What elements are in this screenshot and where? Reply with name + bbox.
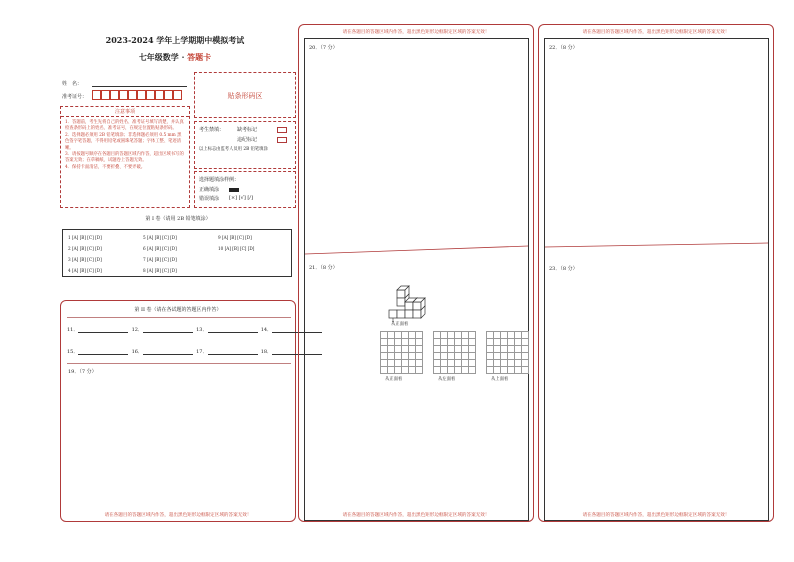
name-label: 姓 名： [62, 81, 83, 87]
ticket-label: 准考证号： [62, 94, 88, 100]
section-divider [545, 237, 768, 249]
notice-item: 1．答题前，考生先将自己的姓名、准考证号填写清楚，并认真检查条形码上的姓名、准考证号，在规定位置粘贴条形码。 [65, 120, 184, 132]
question-22-answer-area[interactable] [547, 54, 766, 244]
warning-text: 请在各题目的答题区域内作答，超出黑色矩形边框限定区域的答案无效！ [342, 30, 490, 35]
blank-row-1 [67, 326, 322, 333]
blank-15-label: 15． [67, 349, 79, 355]
blank-12-field[interactable] [143, 327, 193, 333]
blank-13-field[interactable] [208, 327, 258, 333]
warning-text: 请在各题目的答题区域内作答，超出黑色矩形边框限定区域的答案无效！ [104, 513, 252, 518]
correct-fill-label: 正确填涂 [199, 187, 220, 193]
question-22-label: 22．（8 分） [549, 45, 578, 51]
grid-top-view[interactable] [486, 331, 529, 374]
status-box [194, 121, 296, 169]
barcode-area [194, 72, 296, 118]
blank-17-field[interactable] [208, 349, 258, 355]
subtitle-answer-card: 答题卡 [187, 52, 212, 62]
divider [67, 317, 291, 318]
part2-box [60, 300, 296, 522]
blank-17-label: 17． [196, 349, 208, 355]
question-20-label: 20．（7 分） [309, 45, 338, 51]
name-field[interactable] [92, 86, 187, 87]
subtitle-subject: 七年级数学 · [138, 52, 188, 62]
question-21-label: 21．（8 分） [309, 265, 338, 271]
violation-checkbox[interactable] [277, 137, 287, 143]
blank-16-field[interactable] [143, 349, 193, 355]
question-19-answer-area[interactable] [67, 377, 291, 507]
status-note: 以上标志由监考人员用 2B 铅笔填涂 [199, 147, 268, 152]
answer-frame [304, 38, 529, 521]
notice-list [61, 117, 189, 174]
view-left-label: 从左面看 [438, 377, 456, 382]
notice-box [60, 106, 190, 208]
part1-title: 第 I 卷（请用 2B 铅笔填涂） [145, 216, 211, 222]
part2-title: 第 II 卷（请在各试题的答题区内作答） [134, 307, 222, 313]
divider [67, 363, 291, 364]
absent-checkbox[interactable] [277, 127, 287, 133]
blank-11-label: 11． [67, 327, 79, 333]
warning-text: 请在各题目的答题区域内作答，超出黑色矩形边框限定区域的答案无效！ [342, 513, 490, 518]
blank-11-field[interactable] [78, 327, 128, 333]
choice-question-6[interactable]: 6 [A] [B] [C] [D] [143, 246, 177, 251]
notice-item: 2．选择题必须用 2B 铅笔填涂；非选择题必须用 0.5 mm 黑色签字笔答题，不得用铅笔或圆珠笔答题；字体工整、笔迹清晰。 [65, 132, 182, 151]
blank-14-label: 14． [260, 327, 273, 333]
choice-question-7[interactable]: 7 [A] [B] [C] [D] [143, 257, 177, 262]
question-19-label: 19．（7 分） [68, 369, 97, 375]
choice-question-1[interactable]: 1 [A] [B] [C] [D] [68, 235, 102, 240]
blank-18-label: 18． [260, 349, 273, 355]
column2-box [298, 24, 534, 522]
notice-item: 4．保持卡面清洁，不要折叠、不要弄破。 [65, 164, 146, 170]
blank-15-field[interactable] [78, 349, 128, 355]
exam-subtitle [60, 52, 290, 63]
figure-front-label: 从正面看 [391, 322, 409, 327]
barcode-label: 贴条形码区 [227, 92, 263, 100]
cube-stack-figure [387, 284, 433, 324]
view-front-label: 从正面看 [385, 377, 403, 382]
choice-question-4[interactable]: 4 [A] [B] [C] [D] [68, 268, 102, 273]
absent-label: 缺考标记 [237, 127, 258, 133]
choice-question-5[interactable]: 5 [A] [B] [C] [D] [143, 235, 177, 240]
question-20-answer-area[interactable] [307, 54, 526, 244]
choice-question-8[interactable]: 8 [A] [B] [C] [D] [143, 268, 177, 273]
choice-question-3[interactable]: 3 [A] [B] [C] [D] [68, 257, 102, 262]
section-divider [305, 244, 528, 256]
notice-title: 注意事项 [61, 107, 189, 117]
blank-12-label: 12． [131, 327, 143, 333]
exam-title: 2023-2024 学年上学期期中模拟考试 [105, 35, 245, 45]
grid-front-view[interactable] [380, 331, 423, 374]
notice-item: 3．请按题号顺序在各题目的答题区域内作答，超出区域书写的答案无效；在草稿纸、试题卷上答题无效。 [65, 152, 184, 164]
blank-13-label: 13． [196, 327, 208, 333]
part1-choice-box [62, 229, 292, 277]
warning-text: 请在各题目的答题区域内作答，超出黑色矩形边框限定区域的答案无效！ [582, 30, 730, 35]
question-23-answer-area[interactable] [547, 275, 766, 515]
view-top-label: 从上面看 [491, 377, 509, 382]
column3-box [538, 24, 774, 522]
wrong-fill-label: 错误填涂 [199, 196, 220, 202]
grid-left-view[interactable] [433, 331, 476, 374]
choice-question-10[interactable]: 10 [A] [B] [C] [D] [218, 246, 255, 251]
wrong-fill-marks: [×] [√] [/] [229, 195, 253, 201]
choice-question-2[interactable]: 2 [A] [B] [C] [D] [68, 246, 102, 251]
ticket-number-cells[interactable] [92, 90, 182, 102]
violation-label: 违纪标记 [237, 137, 258, 143]
fill-example-title: 选择题填涂样例： [199, 177, 240, 183]
correct-fill-mark [229, 188, 239, 192]
warning-text: 请在各题目的答题区域内作答，超出黑色矩形边框限定区域的答案无效！ [582, 513, 730, 518]
status-label: 考生禁填： [199, 127, 225, 133]
fill-example-box [194, 171, 296, 208]
choice-question-9[interactable]: 9 [A] [B] [C] [D] [218, 235, 252, 240]
question-23-label: 23．（8 分） [549, 266, 578, 272]
blank-row-2 [67, 348, 322, 355]
blank-16-label: 16． [131, 349, 143, 355]
answer-frame [544, 38, 769, 521]
